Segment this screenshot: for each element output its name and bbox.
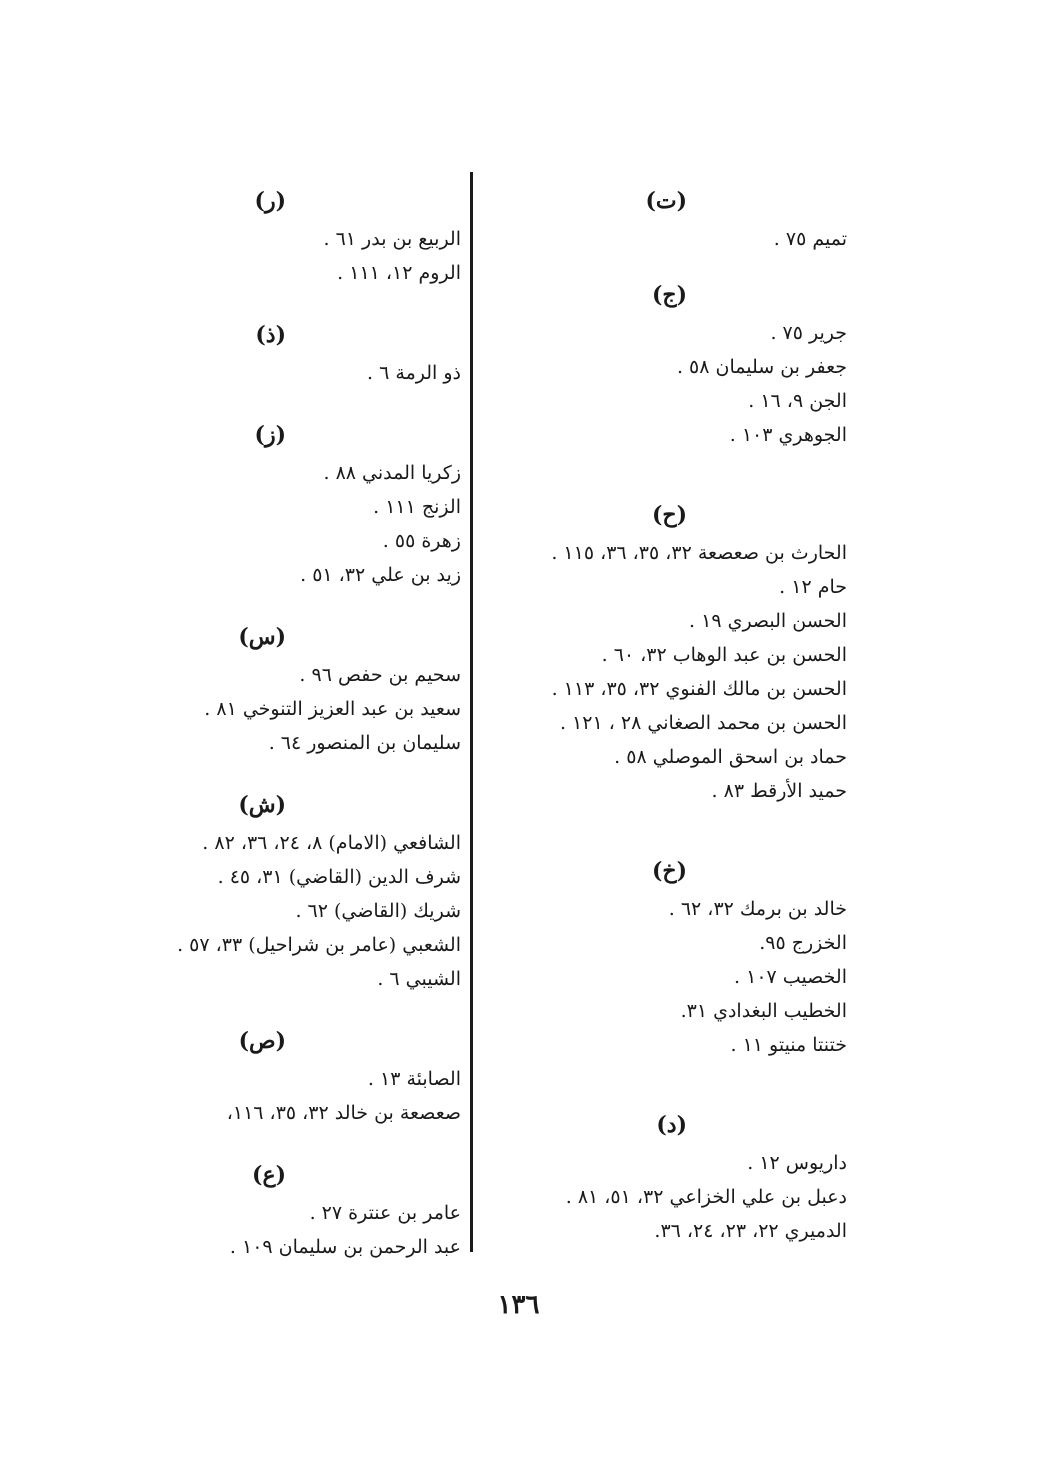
index-entry: زكريا المدني ٨٨ . <box>323 462 461 484</box>
section-letter: (خ) <box>651 858 687 884</box>
index-entry: عامر بن عنترة ٢٧ . <box>309 1202 461 1224</box>
section-letter: (ز) <box>254 422 286 448</box>
index-entry: صعصعة بن خالد ٣٢، ٣٥، ١١٦، <box>226 1102 461 1124</box>
index-entry: الروم ١٢، ١١١ . <box>337 262 461 284</box>
index-entry: شريك (القاضي) ٦٢ . <box>295 900 461 922</box>
index-entry: ذو الرمة ٦ . <box>367 362 461 384</box>
index-section <box>141 1020 461 1130</box>
index-entry: الدميري ٢٢، ٢٣، ٢٤، ٣٦. <box>654 1220 847 1242</box>
section-letter: (ع) <box>252 1162 286 1188</box>
index-entry: سعيد بن عبد العزيز التنوخي ٨١ . <box>204 698 461 720</box>
index-entry: الخصيب ١٠٧ . <box>734 966 847 988</box>
section-letter: (ص) <box>238 1028 286 1054</box>
index-entry: الشعبي (عامر بن شراحيل) ٣٣، ٥٧ . <box>177 934 461 956</box>
index-entry: الحسن بن محمد الصغاني ٢٨ ، ١٢١ . <box>559 712 847 734</box>
index-entry: الجوهري ١٠٣ . <box>729 424 847 446</box>
index-entry: شرف الدين (القاضي) ٣١، ٤٥ . <box>217 866 461 888</box>
index-section <box>141 784 461 996</box>
index-entry: الحسن بن عبد الوهاب ٣٢، ٦٠ . <box>601 644 847 666</box>
index-column-right <box>487 180 847 1248</box>
index-section <box>141 414 461 592</box>
index-entry: الحسن البصري ١٩ . <box>689 610 847 632</box>
page-number: ١٣٦ <box>497 1290 540 1320</box>
section-letter: (ذ) <box>255 322 286 348</box>
section-letter: (ش) <box>238 792 286 818</box>
index-entry: خالد بن برمك ٣٢، ٦٢ . <box>668 898 847 920</box>
index-section <box>487 494 847 808</box>
index-entry: الصابئة ١٣ . <box>367 1068 461 1090</box>
index-section <box>487 1104 847 1248</box>
index-entry: تميم ٧٥ . <box>773 228 847 250</box>
index-entry: زهرة ٥٥ . <box>382 530 461 552</box>
index-entry: حام ١٢ . <box>779 576 847 598</box>
index-entry: زيد بن علي ٣٢، ٥١ . <box>300 564 461 586</box>
index-entry: الخطيب البغدادي ٣١. <box>680 1000 847 1022</box>
index-entry: حماد بن اسحق الموصلي ٥٨ . <box>614 746 847 768</box>
index-section <box>141 180 461 290</box>
index-section <box>487 274 847 452</box>
index-entry: جرير ٧٥ . <box>770 322 847 344</box>
section-letter: (س) <box>238 624 286 650</box>
index-section <box>487 180 847 256</box>
index-entry: حميد الأرقط ٨٣ . <box>711 780 847 802</box>
section-letter: (ت) <box>645 188 687 214</box>
index-entry: عبد الرحمن بن سليمان ١٠٩ . <box>229 1236 461 1258</box>
index-entry: دعبل بن علي الخزاعي ٣٢، ٥١، ٨١ . <box>565 1186 847 1208</box>
index-entry: سحيم بن حفص ٩٦ . <box>299 664 461 686</box>
index-section <box>141 616 461 760</box>
index-entry: ختنتا منيتو ١١ . <box>730 1034 847 1056</box>
index-entry: داريوس ١٢ . <box>747 1152 847 1174</box>
index-entry: الحارث بن صعصعة ٣٢، ٣٥، ٣٦، ١١٥ . <box>551 542 847 564</box>
column-divider <box>470 172 473 1252</box>
section-letter: (ح) <box>651 502 687 528</box>
index-section <box>141 314 461 390</box>
index-entry: الجن ٩، ١٦ . <box>748 390 847 412</box>
index-section <box>141 1154 461 1264</box>
index-entry: جعفر بن سليمان ٥٨ . <box>676 356 847 378</box>
section-letter: (ج) <box>651 282 687 308</box>
index-section <box>487 850 847 1062</box>
index-entry: الزنج ١١١ . <box>373 496 461 518</box>
index-entry: الربيع بن بدر ٦١ . <box>323 228 461 250</box>
index-entry: الحسن بن مالك الفنوي ٣٢، ٣٥، ١١٣ . <box>551 678 847 700</box>
index-entry: الشافعي (الامام) ٨، ٢٤، ٣٦، ٨٢ . <box>202 832 461 854</box>
index-entry: الخزرج ٩٥. <box>759 932 847 954</box>
index-entry: سليمان بن المنصور ٦٤ . <box>268 732 461 754</box>
index-entry: الشيبي ٦ . <box>377 968 461 990</box>
section-letter: (ر) <box>254 188 286 214</box>
section-letter: (د) <box>656 1112 687 1138</box>
index-column-left <box>141 180 461 1264</box>
